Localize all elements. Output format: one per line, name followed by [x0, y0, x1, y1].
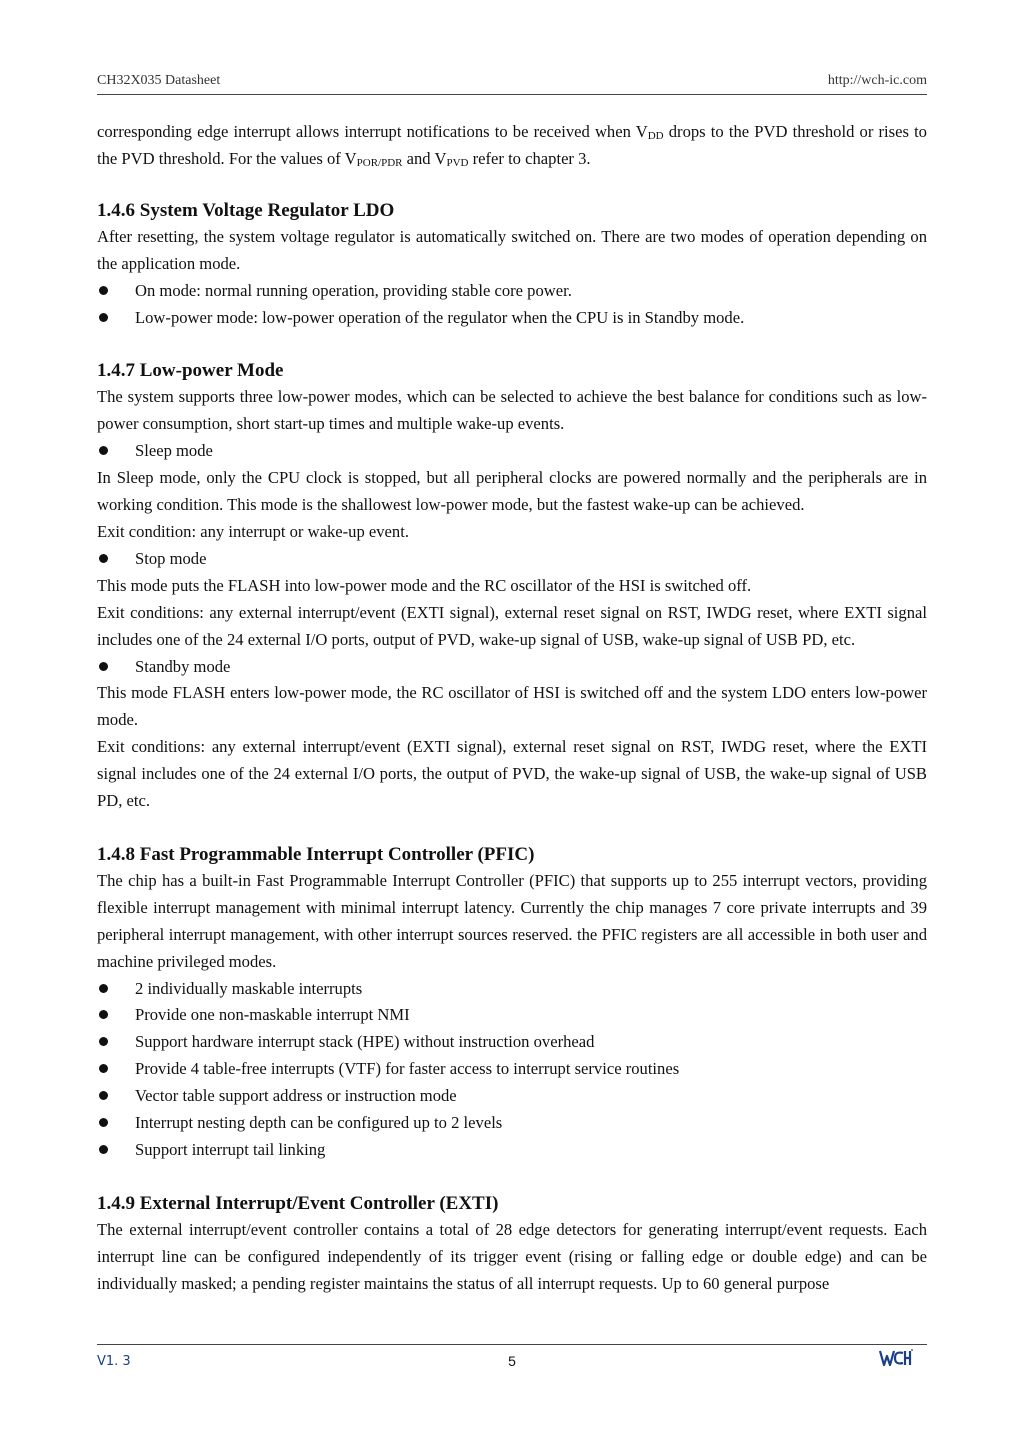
bullet-icon [99, 1091, 108, 1100]
bullet-item: Sleep mode [97, 438, 927, 465]
bullet-item: Standby mode [97, 654, 927, 681]
paragraph: After resetting, the system voltage regulator is automatically switched on. There are two modes of operation depending on the application mode. [97, 226, 927, 273]
section-heading-ldo: 1.4.6 System Voltage Regulator LDO [97, 199, 395, 221]
section-heading-low-power: 1.4.7 Low-power Mode [97, 360, 284, 382]
bullet-icon [99, 662, 108, 671]
bullet-icon [99, 1010, 108, 1019]
section-heading-pfic: 1.4.8 Fast Programmable Interrupt Controller (PFIC) [97, 843, 535, 865]
bullet-item: Vector table support address or instruction mode [97, 1083, 927, 1110]
bullet-item: Interrupt nesting depth can be configured up to 2 levels [97, 1110, 927, 1137]
bullet-icon [99, 1118, 108, 1127]
paragraph: The system supports three low-power modes, which can be selected to achieve the best balance for conditions such as low-power consumption, short start-up times and multiple wake-up events. [97, 387, 927, 434]
paragraph: Exit conditions: any external interrupt/event (EXTI signal), external reset signal on RST, IWDG reset, where the EXTI signal includes one of the 24 external I/O ports, the output of PVD, the wake-up signal of USB, the wake-up signal of USB PD, etc. [97, 737, 927, 811]
header-title: CH32X035 Datasheet [97, 73, 221, 88]
bullet-item: Stop mode [97, 546, 927, 573]
paragraph: Exit conditions: any external interrupt/event (EXTI signal), external reset signal on RST, IWDG reset, where EXTI signal includes one of the 24 external I/O ports, output of PVD, wake-up signal of USB, wake-up signal of USB PD, etc. [97, 602, 927, 649]
bullet-item: 2 individually maskable interrupts [97, 976, 927, 1003]
paragraph: The external interrupt/event controller contains a total of 28 edge detectors for generating interrupt/event requests. Each interrupt line can be configured independently of its trigger event (rising or falling edge or double edge) and can be individually masked; a pending register maintains the status of all interrupt requests. Up to 60 general purpose [97, 1219, 927, 1293]
page-footer [97, 1344, 927, 1385]
bullet-icon [99, 1037, 108, 1046]
bullet-item: Provide one non-maskable interrupt NMI [97, 1002, 927, 1029]
header-url[interactable]: http://wch-ic.com [827, 73, 927, 88]
paragraph: Exit condition: any interrupt or wake-up event. [97, 521, 409, 541]
paragraph: The chip has a built-in Fast Programmable Interrupt Controller (PFIC) that supports up to 255 interrupt vectors, providing flexible interrupt management with minimal interrupt latency. Currently the chip manages 7 core private interrupts and 39 peripheral interrupt management, with other interrupt sources reserved. the PFIC registers are all accessible in both user and machine privileged modes. [97, 870, 927, 971]
bullet-icon [99, 313, 108, 322]
bullet-item: Support interrupt tail linking [97, 1137, 927, 1164]
page-number: 5 [508, 1353, 516, 1369]
bullet-icon [99, 1064, 108, 1073]
page-content [97, 119, 927, 1298]
bullet-item: On mode: normal running operation, providing stable core power. [97, 278, 927, 305]
bullet-icon [99, 286, 108, 295]
bullet-icon [99, 984, 108, 993]
paragraph: This mode FLASH enters low-power mode, the RC oscillator of HSI is switched off and the system LDO enters low-power mode. [97, 683, 927, 730]
version-label: V1. 3 [97, 1354, 131, 1369]
wch-logo-icon [879, 1348, 913, 1368]
section-heading-exti: 1.4.9 External Interrupt/Event Controller (EXTI) [97, 1192, 499, 1214]
bullet-item: Provide 4 table-free interrupts (VTF) for faster access to interrupt service routines [97, 1056, 927, 1083]
paragraph: In Sleep mode, only the CPU clock is stopped, but all peripheral clocks are powered normally and the peripherals are in working condition. This mode is the shallowest low-power mode, but the fastest wake-up can be achieved. [97, 468, 927, 515]
page-header [97, 72, 927, 95]
intro-paragraph: corresponding edge interrupt allows interrupt notifications to be received when $V_{DD}$ drops to the PVD threshold or rises to the PVD threshold. For the values of $V_{POR/PDR}$ and $V_{PVD}$ refer to chapter 3. [97, 122, 927, 169]
paragraph: This mode puts the FLASH into low-power mode and the RC oscillator of the HSI is switched off. [97, 575, 752, 595]
bullet-item: Low-power mode: low-power operation of the regulator when the CPU is in Standby mode. [97, 305, 927, 332]
bullet-item: Support hardware interrupt stack (HPE) without instruction overhead [97, 1029, 927, 1056]
bullet-icon [99, 446, 108, 455]
bullet-icon [99, 554, 108, 563]
bullet-icon [99, 1145, 108, 1154]
